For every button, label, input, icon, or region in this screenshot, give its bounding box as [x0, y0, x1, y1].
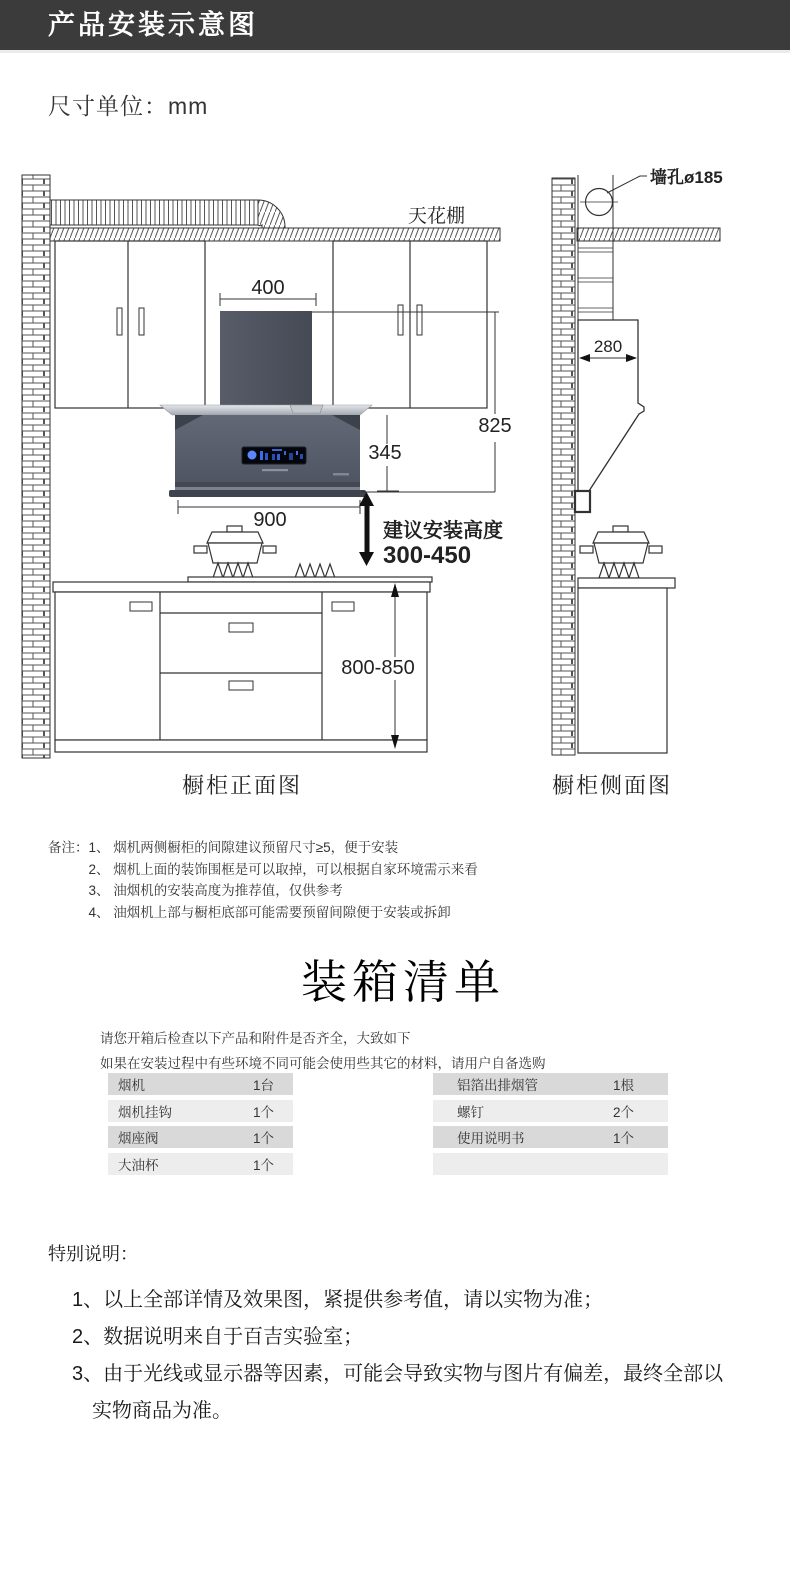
note-item: 2、 烟机上面的装饰围框是可以取掉，可以根据自家环境需示来看 — [88, 861, 478, 877]
table-row — [108, 1073, 293, 1095]
note-item: 3、 油烟机的安装高度为推荐值，仅供参考 — [88, 883, 343, 898]
table-row — [433, 1073, 668, 1095]
install-height-label: 建议安装高度 — [383, 520, 503, 542]
notes-items — [89, 837, 478, 923]
dim-label-825: 825 — [478, 415, 512, 437]
base-cabinet-side — [578, 578, 675, 753]
side-view-caption: 橱柜侧面图 — [551, 773, 673, 798]
item-qty: 1台 — [253, 1078, 275, 1093]
table-row — [433, 1100, 668, 1122]
table-row — [433, 1126, 668, 1148]
item-qty: 1个 — [253, 1131, 275, 1146]
packing-intro — [100, 1026, 546, 1076]
item-name: 烟座阀 — [118, 1131, 159, 1146]
packing-intro-line: 请您开箱后检查以下产品和附件是否齐全，大致如下 — [100, 1031, 411, 1046]
cooking-pot-front — [194, 526, 276, 578]
item-name: 使用说明书 — [457, 1131, 525, 1146]
item-qty: 1个 — [613, 1131, 635, 1146]
note-item: 1、 烟机两侧橱柜的间隙建议预留尺寸≥5，便于安装 — [88, 840, 399, 855]
special-notes-title: 特别说明： — [48, 1244, 138, 1264]
burner-grate — [295, 564, 335, 578]
item-qty: 1个 — [253, 1104, 275, 1120]
hood-display — [242, 447, 306, 464]
packing-intro-line: 如果在安装过程中有些环境不同可能会使用些其它的材料，请用户自备选购 — [100, 1056, 546, 1071]
front-view-diagram — [22, 175, 512, 798]
table-row — [108, 1100, 293, 1122]
section-header-bar — [0, 0, 790, 53]
dim-label-400: 400 — [251, 277, 285, 299]
table-row — [108, 1153, 293, 1175]
wall-hole-label: 墙孔ø185 — [650, 168, 723, 187]
table-row — [433, 1153, 668, 1175]
note-item: 4、 油烟机上部与橱柜底部可能需要预留间隙便于安装或拆卸 — [88, 904, 451, 920]
dim-label-345: 345 — [368, 442, 402, 464]
item-name: 铝箔出排烟管 — [457, 1078, 538, 1093]
special-note-item: 1、以上全部详情及效果图，紧提供参考值，请以实物为准； — [72, 1289, 604, 1311]
dim-label-800-850: 800-850 — [341, 657, 415, 679]
special-notes-section — [48, 1240, 742, 1430]
dim-label-900: 900 — [253, 509, 287, 531]
installation-diagram — [0, 160, 790, 810]
packing-table-left — [108, 1073, 293, 1179]
dim-label-280: 280 — [593, 337, 623, 356]
front-view-caption: 橱柜正面图 — [181, 773, 303, 798]
side-view-diagram — [552, 167, 723, 798]
ceiling-label: 天花棚 — [408, 206, 466, 227]
ceiling-hatch-side — [577, 228, 720, 241]
notes-section — [48, 837, 478, 923]
notes-label: 备注： — [48, 840, 89, 855]
packing-list-title: 装箱清单 — [301, 956, 505, 1008]
page-title: 产品安装示意图 — [48, 10, 258, 40]
brick-wall-side — [552, 178, 575, 755]
item-name: 螺钉 — [457, 1104, 484, 1120]
install-height-range: 300-450 — [383, 542, 472, 569]
ceiling-hatch-front — [50, 228, 500, 241]
hood-canopy — [160, 405, 372, 415]
brick-wall-front — [22, 175, 50, 758]
special-note-item: 2、数据说明来自于百吉实验室； — [72, 1326, 364, 1348]
hood-chimney — [220, 311, 312, 406]
exhaust-duct — [50, 200, 285, 228]
cooking-pot-side — [580, 526, 662, 578]
item-name: 大油杯 — [118, 1157, 159, 1173]
item-name: 烟机挂钩 — [118, 1104, 172, 1120]
item-qty: 1个 — [253, 1157, 275, 1173]
item-qty: 1根 — [613, 1078, 635, 1093]
special-note-item: 3、由于光线或显示器等因素，可能会导致实物与图片有偏差，最终全部以实物商品为准。 — [72, 1363, 724, 1422]
hood-lip-side — [575, 491, 590, 512]
item-qty: 2个 — [613, 1104, 635, 1120]
table-row — [108, 1126, 293, 1148]
item-name: 烟机 — [118, 1078, 145, 1093]
unit-note: 尺寸单位：mm — [48, 93, 209, 119]
packing-table-right — [433, 1073, 668, 1179]
install-height-arrow — [359, 492, 374, 566]
